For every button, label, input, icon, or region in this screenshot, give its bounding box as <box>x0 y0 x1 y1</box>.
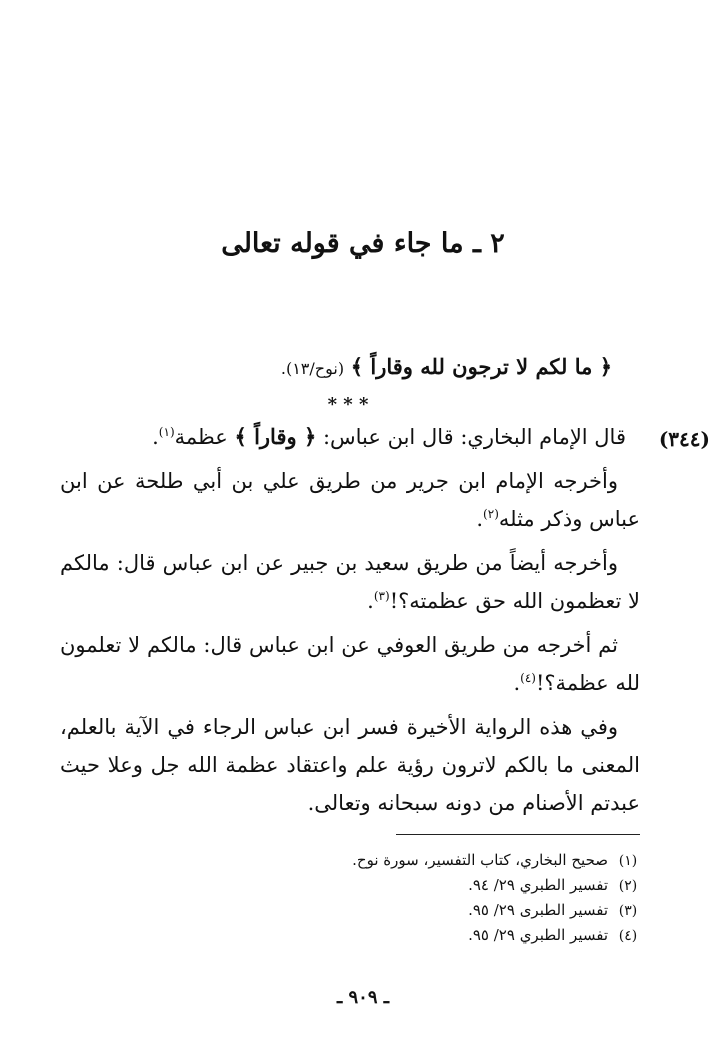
footnote-number: (٢) <box>618 878 638 894</box>
paragraph-1-end: . <box>152 425 159 449</box>
footnotes <box>80 848 640 948</box>
paragraph-1-tail: عظمة <box>174 425 228 449</box>
section-separator: * * * <box>327 394 369 415</box>
footnote-ref-4: (٤) <box>520 671 536 685</box>
paragraph-4 <box>60 626 640 702</box>
paragraph-4-end: . <box>513 671 521 695</box>
hadith-number: (٣٤٤) <box>658 427 710 451</box>
paragraph-5 <box>60 708 640 822</box>
paragraph-5-text: وفي هذه الرواية الأخيرة فسر ابن عباس الرجاء في الآية بالعلم، المعنى ما بالكم لاترون رؤية علم واعتقاد عظمة الله جل وعلا حيث عبدتم الأصنام من دونه سبحانه وتعالى. <box>60 715 640 815</box>
footnote-item <box>80 848 640 873</box>
chapter-title: ٢ ـ ما جاء في قوله تعالى <box>221 228 505 259</box>
page-number: ـ ٩٠٩ ـ <box>336 987 390 1008</box>
footnote-item <box>80 923 640 948</box>
footnote-number: (٣) <box>618 903 638 919</box>
paragraph-1 <box>60 418 626 456</box>
footnote-ref-2: (٢) <box>483 507 499 521</box>
footnote-item <box>80 873 640 898</box>
paragraph-2-end: . <box>476 507 484 531</box>
paragraph-3-end: . <box>367 589 374 613</box>
footnote-ref-3: (٣) <box>373 589 390 603</box>
footnote-text: تفسير الطبري ٢٩/ ٩٤. <box>468 876 608 894</box>
footnote-text: تفسير الطبري ٢٩/ ٩٥. <box>468 926 608 944</box>
footnote-number: (١) <box>618 853 638 869</box>
footnote-ref-1: (١) <box>158 425 175 439</box>
body-text <box>60 418 640 828</box>
verse-reference: (نوح/١٣). <box>280 359 345 378</box>
paragraph-2 <box>60 462 640 538</box>
quran-verse <box>60 350 612 386</box>
footnote-item <box>80 898 640 923</box>
footnote-text: تفسير الطبرى ٢٩/ ٩٥. <box>468 901 608 919</box>
footnote-number: (٤) <box>618 928 638 944</box>
paragraph-4-text: ثم أخرجه من طريق العوفي عن ابن عباس قال: مالكم لا تعلمون لله عظمة؟! <box>60 633 640 695</box>
paragraph-1-text: قال الإمام البخاري: قال ابن عباس: <box>322 425 626 449</box>
footnote-divider <box>396 834 640 835</box>
footnote-text: صحيح البخاري، كتاب التفسير، سورة نوح. <box>352 851 608 869</box>
paragraph-3 <box>60 544 640 620</box>
verse-text: ﴿ ما لكم لا ترجون لله وقاراً ﴾ <box>350 354 612 379</box>
paragraph-1-quran: ﴿ وقاراً ﴾ <box>234 424 317 449</box>
paragraph-2-text: وأخرجه الإمام ابن جرير من طريق علي بن أبي طلحة عن ابن عباس وذكر مثله <box>60 469 640 531</box>
paragraph-3-text: وأخرجه أيضاً من طريق سعيد بن جبير عن ابن عباس قال: مالكم لا تعظمون الله حق عظمته؟! <box>60 551 640 613</box>
